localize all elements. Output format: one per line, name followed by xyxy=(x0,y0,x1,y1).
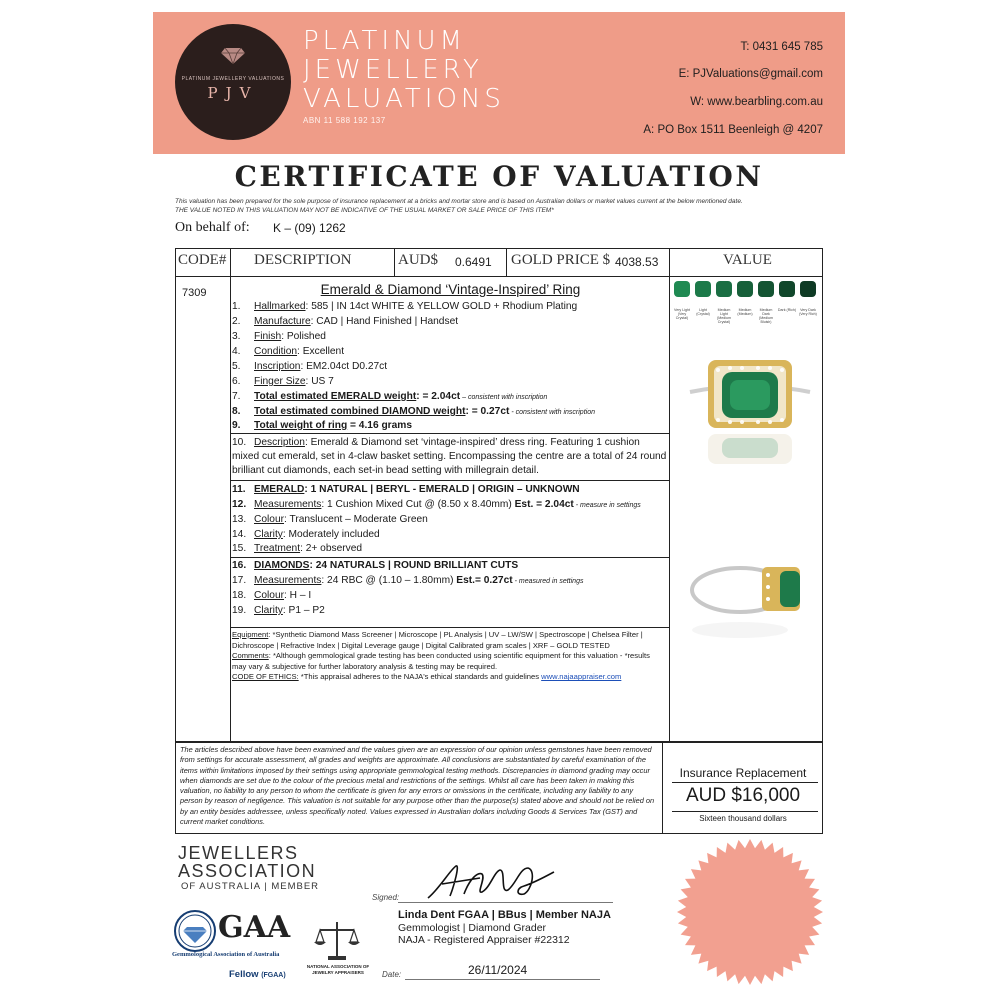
insurance-label: Insurance Replacement xyxy=(679,766,807,780)
section-divider-diamonds xyxy=(230,557,669,558)
section-divider-equipment xyxy=(230,627,669,628)
item-finger-size: 6. Finger Size: US 7 xyxy=(232,376,334,387)
disclaimer-line2: THE VALUE NOTED IN THIS VALUATION MAY NOT BE INDICATIVE OF THE USUAL MARKET OR SALE PRICE OF THIS ITEM* xyxy=(175,207,554,214)
item-finish: 3. Finish: Polished xyxy=(232,331,326,342)
header-aud-label: AUD$ xyxy=(398,252,438,268)
ja-line3: OF AUSTRALIA | MEMBER xyxy=(181,881,320,892)
gaa-subtitle: Gemmological Association of Australia xyxy=(172,951,280,958)
terms-divider xyxy=(662,742,663,834)
signer-registration: NAJA - Registered Appraiser #22312 xyxy=(398,934,570,946)
date-value: 26/11/2024 xyxy=(468,963,528,977)
ja-line2: ASSOCIATION xyxy=(178,861,317,881)
swatch-label-7: Very Dark (Very Rich) xyxy=(799,308,817,316)
logo-initials: PJV xyxy=(207,84,259,102)
swatch-label-1: Very Light (Very Crystal) xyxy=(674,308,690,320)
signed-label: Signed: xyxy=(372,893,400,902)
section-divider-emerald xyxy=(230,480,669,481)
item-emerald-measurements: 12. Measurements: 1 Cushion Mixed Cut @ (8.50 x 8.40mm) Est. = 2.04ct - measure in settings xyxy=(232,499,641,510)
item-diamond-clarity: 19. Clarity: P1 – P2 xyxy=(232,605,325,616)
table-header-divider xyxy=(175,276,823,277)
swatch-label-6: Dark (Rich) xyxy=(777,308,797,312)
item-diamond-measurements: 17. Measurements: 24 RBC @ (1.10 – 1.80mm) Est.= 0.27ct - measured in settings xyxy=(232,575,584,586)
emerald-swatch xyxy=(716,281,732,297)
item-emerald-colour: 13. Colour: Translucent – Moderate Green xyxy=(232,514,428,525)
item-manufacture: 2. Manufacture: CAD | Hand Finished | Handset xyxy=(232,316,459,327)
contact-email: E: PJValuations@gmail.com xyxy=(678,68,823,80)
signature-line xyxy=(398,902,613,903)
insurance-value-words: Sixteen thousand dollars xyxy=(699,814,787,823)
item-emerald: 11. EMERALD: 1 NATURAL | BERYL - EMERALD | ORIGIN – UNKNOWN xyxy=(232,484,580,495)
emerald-swatch xyxy=(695,281,711,297)
header-description: DESCRIPTION xyxy=(254,252,352,268)
item-diamonds: 16. DIAMONDS: 24 NATURALS | ROUND BRILLIANT CUTS xyxy=(232,560,519,571)
brand-line1: PLATINUM xyxy=(303,26,466,56)
insurance-value: AUD $16,000 xyxy=(685,785,801,806)
diamond-icon xyxy=(221,48,245,64)
logo-tagline: PLATINUM JEWELLERY VALUATIONS xyxy=(181,76,285,82)
insurance-divider-bottom xyxy=(672,811,818,812)
header-divider-gold xyxy=(506,248,507,276)
header-gold-label: GOLD PRICE $ xyxy=(511,252,611,268)
item-emerald-treatment: 15. Treatment: 2+ observed xyxy=(232,543,363,554)
naja-caption: NATIONAL ASSOCIATION OF JEWELRY APPRAISERS xyxy=(306,964,370,975)
disclaimer-line1: This valuation has been prepared for the sole purpose of insurance replacement at a bricks and mortar store and is based on Australian dollars or market values current at the below mentioned date. xyxy=(175,198,743,205)
gaa-fellow: Fellow (FGAA) xyxy=(229,969,286,980)
gaa-wordmark: GAA xyxy=(218,910,291,945)
on-behalf-label: On behalf of: xyxy=(175,220,250,235)
swatch-label-3: Medium Light (Medium Crystal) xyxy=(717,308,731,324)
ring-side-view-image xyxy=(680,545,820,645)
pjv-logo xyxy=(175,24,291,140)
item-emerald-clarity: 14. Clarity: Moderately included xyxy=(232,529,380,540)
brand-line2: JEWELLERY xyxy=(303,55,483,85)
equipment-notes: Equipment: *Synthetic Diamond Mass Screener | Microscope | PL Analysis | UV – LW/SW | Spectroscope | Chelsea Filter | Dichroscope | Refractive Index | Digital Leverage gauge | Digital Calibrated gram scales | XRF – GOLD TESTED Comments: *Although gemmological grade testing has been conducted using scientific equipment for this valuation - *results may vary & subjective for further laboratory analysis & testing may be required. CODE OF ETHICS: *This appraisal adheres to the NAJA's ethical standards and guidelines www.najaappraiser.com xyxy=(232,630,650,682)
contact-web: W: www.bearbling.com.au xyxy=(690,96,823,108)
naja-link[interactable]: www.najaappraiser.com xyxy=(541,672,622,682)
signature-image xyxy=(420,858,560,904)
item-diamond-weight: 8. Total estimated combined DIAMOND weight: = 0.27ct - consistent with inscription xyxy=(232,406,595,417)
item-hallmarked: 1. Hallmarked: 585 | IN 14ct WHITE & YELLOW GOLD + Rhodium Plating xyxy=(232,301,578,312)
insurance-divider-top xyxy=(672,782,818,783)
certificate-title: CERTIFICATE OF VALUATION xyxy=(234,160,764,193)
item-code: 7309 xyxy=(182,287,207,299)
value-column-divider xyxy=(669,248,670,742)
swatch-label-4: Medium (Medium) xyxy=(737,308,753,316)
date-label: Date: xyxy=(382,970,402,979)
on-behalf-value: K – (09) 1262 xyxy=(273,221,346,235)
section-divider-desc xyxy=(230,433,669,434)
item-condition: 4. Condition: Excellent xyxy=(232,346,345,357)
item-total-weight: 9. Total weight of ring = 4.16 grams xyxy=(232,420,413,431)
emerald-swatch xyxy=(800,281,816,297)
header-gold-value: 4038.53 xyxy=(615,255,659,269)
header-value: VALUE xyxy=(723,252,772,268)
header-divider-aud xyxy=(394,248,395,276)
abn-number: ABN 11 588 192 137 xyxy=(303,116,386,125)
valuation-seal-icon xyxy=(676,838,824,986)
brand-line3: VALUATIONS xyxy=(303,84,505,114)
date-line xyxy=(405,979,600,980)
emerald-swatch xyxy=(674,281,690,297)
naja-scales-icon xyxy=(312,918,362,962)
item-inscription: 5. Inscription: EM2.04ct D0.27ct xyxy=(232,361,388,372)
emerald-swatch xyxy=(758,281,774,297)
item-description: 10. Description: Emerald & Diamond set ‘vintage-inspired’ dress ring. Featuring 1 cushion mixed cut emerald, set in 4-claw basket setting. Encompassing the centre are a total of 24 round brilliant cut diamonds, each set-in bead setting with millegrain detail. xyxy=(232,437,667,476)
code-column-divider xyxy=(230,248,231,742)
contact-address: A: PO Box 1511 Beenleigh @ 4207 xyxy=(643,124,823,136)
swatch-label-2: Light (Crystal) xyxy=(696,308,710,316)
ja-line1: JEWELLERS xyxy=(178,843,299,863)
item-emerald-weight: 7. Total estimated EMERALD weight: = 2.04ct – consistent with inscription xyxy=(232,391,548,402)
ring-top-view-image xyxy=(680,330,820,475)
swatch-label-5: Medium Dark (Medium Bluish) xyxy=(759,308,773,324)
header-code: CODE# xyxy=(178,252,227,268)
item-diamond-colour: 18. Colour: H – I xyxy=(232,590,312,601)
signer-name: Linda Dent FGAA | BBus | Member NAJA xyxy=(398,909,611,921)
ring-title: Emerald & Diamond ‘Vintage-Inspired’ Ring xyxy=(320,282,581,297)
signer-role: Gemmologist | Diamond Grader xyxy=(398,922,547,934)
terms-text: The articles described above have been examined and the values given are an expression of our opinion unless gemstones have been removed from settings for accurate assessment, all grades and weights are approximate. All conclusions are substantiated by careful examination of the items within limitations imposed by their settings using appropriate gemmological testing methods. Discrepancies in diamond grading may occur when diamonds are set due to the colour of the precious metal and restrictions of the settings. Whilst all care has been taken in making this valuation, no liability to any person to whom the certificate is given for any errors or omissions in the certificate, including any liability to any person by reason of negligence. This valuation is not suitable for any purpose other than the purpose(s) stated above and should not be relied on by an entity besides addressee, unless specifically noted. Values expressed in Australian dollars including Goods & Services Tax (GST) and current market conditions. xyxy=(180,745,655,827)
contact-phone: T: 0431 645 785 xyxy=(740,41,823,53)
gaa-diamond-icon xyxy=(174,910,216,952)
header-aud-value: 0.6491 xyxy=(455,255,492,269)
emerald-swatch xyxy=(737,281,753,297)
emerald-swatch xyxy=(779,281,795,297)
